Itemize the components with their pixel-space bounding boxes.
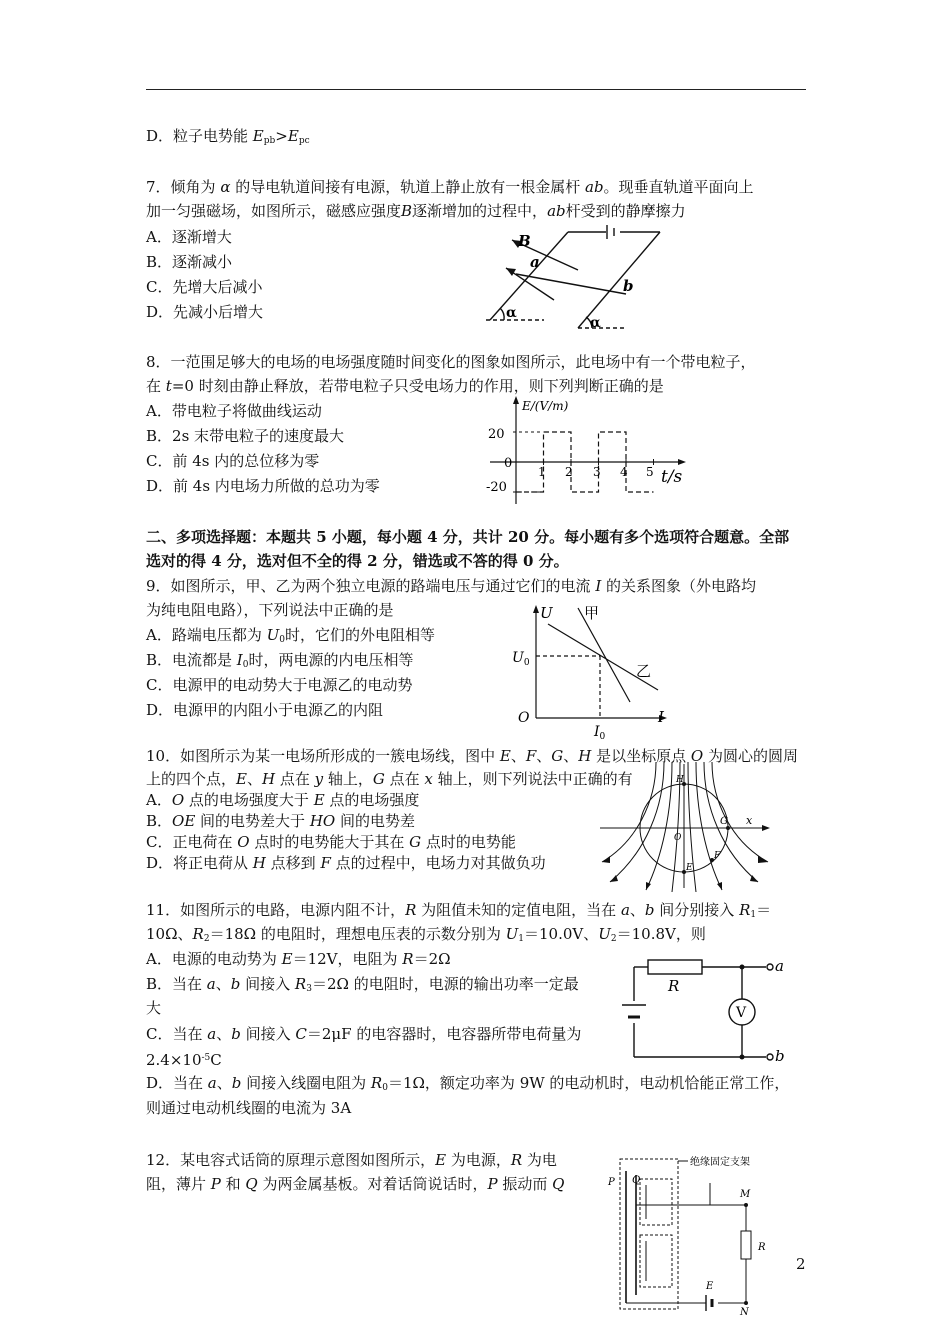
q10-label-H: H (676, 775, 684, 785)
q10-label-G: G (720, 816, 728, 827)
q9-option-c: C．电源甲的电动势大于电源乙的电动势 (146, 676, 413, 694)
q10-option-d: D．将正电荷从 H 点移到 F 点的过程中，电场力对其做负功 (146, 854, 546, 872)
q11-option-d-line1: D．当在 a、b 间接入线圈电阻为 $R_0=1\Omega$，额定功率为 9W 的电动机时，电动机恰能正常工作， (146, 1074, 790, 1093)
q11-option-c-line2: $2.4\times 10^{-5}C$ (146, 1051, 222, 1069)
q8-option-d: D．前 4s 内电场力所做的总功为零 (146, 477, 380, 495)
q6-option-d: D．粒子电势能 $E_{pb}>E_{pc}$ (146, 127, 310, 146)
q7-label-alpha2: α (590, 315, 601, 331)
q10-label-F: F (714, 851, 721, 861)
q8-stem-line1: 8．一范围足够大的电场的电场强度随时间变化的图象如图所示，此电场中有一个带电粒子， (146, 353, 756, 371)
header-rule (146, 89, 806, 90)
q7-label-alpha1: α (506, 305, 517, 321)
q10-option-c: C．正电荷在 O 点时的电势能大于其在 G 点时的电势能 (146, 833, 516, 851)
q9-label-I0: $I_0$ (594, 724, 606, 742)
q11-label-R: R (668, 977, 680, 995)
q8-option-a: A．带电粒子将做曲线运动 (146, 402, 322, 420)
q9-label-jia: 甲 (584, 604, 600, 622)
q7-stem-line2: 加一匀强磁场，如图所示，磁感应强度B逐渐增加的过程中，ab杆受到的静摩擦力 (146, 202, 686, 220)
q9-label-yi: 乙 (636, 662, 652, 680)
q11-stem-line1: 11．如图所示的电路，电源内阻不计，R 为阻值未知的定值电阻，当在 a、b 间分别接入 $R_1=$ (146, 901, 772, 920)
q10-stem-line2: 上的四个点，E、H 点在 y 轴上，G 点在 x 轴上，则下列说法中正确的有 (146, 770, 633, 788)
q11-circuit-figure (618, 955, 783, 1067)
q8-xtick-1: 1 (538, 465, 546, 479)
q7-option-b: B．逐渐减小 (146, 253, 233, 271)
q12-label-M: M (740, 1189, 751, 1200)
q7-label-B: B (518, 232, 531, 250)
q10-label-O: O (674, 833, 682, 843)
q9-label-O: O (518, 710, 530, 726)
q12-label-E: E (706, 1281, 714, 1292)
q9-stem-line1: 9．如图所示，甲、乙为两个独立电源的路端电压与通过它们的电流 I 的关系图象（外电路均 (146, 577, 757, 595)
q11-stem-line2: 10Ω、$R_2=18\Omega$ 的电阻时，理想电压表的示数分别为 $U_1=10.0V$、$U_2=10.8V$，则 (146, 925, 706, 944)
q10-label-E: E (686, 863, 693, 873)
q7-rail-figure (486, 224, 676, 339)
q12-label-N: N (740, 1307, 749, 1318)
q11-option-a: A．电源的电动势为 E＝12V，电阻为 R＝2Ω (146, 950, 451, 968)
q12-stem-line2: 阻，薄片 P 和 Q 为两金属基板。对着话筒说话时，P 振动而 Q (146, 1175, 565, 1193)
q9-label-U: U (540, 604, 553, 622)
q10-option-b: B．OE 间的电势差大于 HO 间的电势差 (146, 812, 415, 830)
q10-option-a: A．O 点的电场强度大于 E 点的电场强度 (146, 791, 420, 809)
q11-option-b-line2: 大 (146, 999, 162, 1017)
q11-option-b-line1: B．当在 a、b 间接入 $R_3=2\Omega$ 的电阻时，电源的输出功率一定最 (146, 975, 579, 994)
q12-label-support: 绝缘固定支架 (690, 1157, 750, 1168)
q9-stem-line2: 为纯电阻电路），下列说法中正确的是 (146, 601, 394, 619)
q12-microphone-figure (606, 1155, 806, 1318)
q7-label-a: a (530, 253, 540, 271)
q11-label-V: V (736, 1005, 747, 1021)
q9-label-U0: $U_0$ (512, 650, 530, 668)
q8-stem-line2: 在 t=0 时刻由静止释放，若带电粒子只受电场力的作用，则下列判断正确的是 (146, 377, 664, 395)
q7-option-a: A．逐渐增大 (146, 228, 232, 246)
q11-label-a: a (775, 957, 784, 975)
q8-xtick-5: 5 (646, 465, 654, 479)
q8-xlabel: t/s (661, 467, 683, 487)
q7-option-c: C．先增大后减小 (146, 278, 263, 296)
q10-field-lines-figure (596, 762, 776, 894)
q8-xtick-4: 4 (620, 465, 628, 479)
q9-u-i-graph (512, 604, 677, 742)
q11-label-b: b (775, 1047, 785, 1065)
section2-heading-line1: 二、多项选择题：本题共 5 小题，每小题 4 分，共计 20 分。每小题有多个选项符合题意。全部 (146, 528, 790, 546)
q8-option-c: C．前 4s 内的总位移为零 (146, 452, 320, 470)
q12-label-P: P (608, 1177, 615, 1188)
q9-option-d: D．电源甲的内阻小于电源乙的内阻 (146, 701, 384, 719)
q8-e-t-graph (486, 396, 696, 510)
q7-stem-line1: 7．倾角为 α 的导电轨道间接有电源，轨道上静止放有一根金属杆 ab。现垂直轨道平面向上 (146, 178, 754, 196)
q9-option-b: B．电流都是 $I_0$时，两电源的内电压相等 (146, 651, 414, 670)
q12-stem-line1: 12．某电容式话筒的原理示意图如图所示，E 为电源，R 为电 (146, 1151, 557, 1169)
q9-label-I: I (658, 708, 664, 726)
q7-option-d: D．先减小后增大 (146, 303, 264, 321)
q10-label-x: x (746, 814, 753, 827)
q8-ytick-0: 0 (504, 456, 513, 471)
section2-heading-line2: 选对的得 4 分，选对但不全的得 2 分，错选或不答的得 0 分。 (146, 552, 569, 570)
q8-ytick-neg20: -20 (486, 480, 507, 495)
q8-ylabel: E/(V/m) (522, 399, 569, 413)
q11-option-d-line2: 则通过电动机线圈的电流为 3A (146, 1099, 352, 1117)
q8-xtick-3: 3 (593, 465, 601, 479)
q10-stem-line1: 10．如图所示为某一电场所形成的一簇电场线，图中 E、F、G、H 是以坐标原点 O 为圆心的圆周 (146, 747, 798, 765)
q9-option-a: A．路端电压都为 $U_0$时，它们的外电阻相等 (146, 626, 436, 645)
q8-ytick-20: 20 (488, 427, 505, 442)
q7-label-b: b (623, 277, 634, 295)
q11-option-c-line1: C．当在 a、b 间接入 C＝2μF 的电容器时，电容器所带电荷量为 (146, 1025, 582, 1043)
q12-label-R: R (758, 1242, 766, 1253)
q8-option-b: B．2s 末带电粒子的速度最大 (146, 427, 345, 445)
page-number: 2 (796, 1255, 806, 1273)
q12-label-Q: Q (632, 1175, 641, 1186)
q8-xtick-2: 2 (565, 465, 573, 479)
